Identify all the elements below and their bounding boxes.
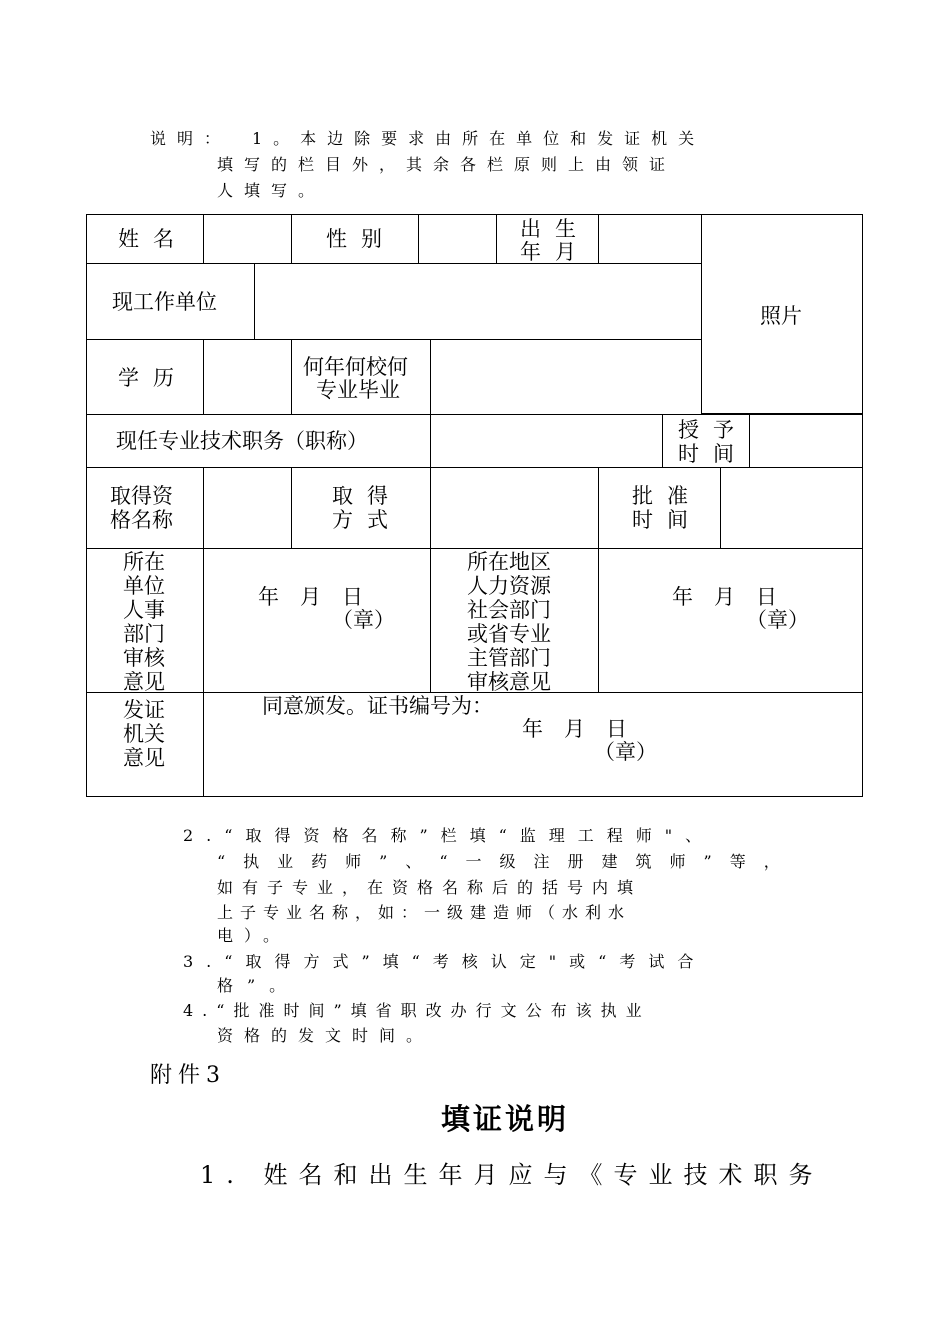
unit-review-line-5: 审核 [123, 646, 165, 670]
intro-label: 说明： [150, 129, 232, 148]
approve-value-cell[interactable] [720, 467, 863, 549]
graduation-label-top: 何年何校何 [303, 355, 408, 379]
unit-review-line-6: 意见 [123, 670, 165, 694]
note-2-line-5: 电）。 [217, 926, 291, 945]
method-value-cell[interactable] [430, 467, 599, 549]
workplace-label: 现工作单位 [112, 290, 217, 314]
issuer-date: 年 月 日 [522, 717, 627, 741]
education-value-cell[interactable] [203, 339, 292, 415]
workplace-value-cell[interactable] [254, 263, 702, 340]
intro-line-3: 人填写。 [217, 181, 326, 200]
gender-value-cell[interactable] [418, 214, 497, 264]
grant-time-label-top: 授予 [678, 418, 748, 442]
approve-label-top: 批准 [632, 484, 702, 508]
region-review-value-cell[interactable] [598, 548, 863, 693]
unit-review-date: 年 月 日 [258, 585, 363, 609]
unit-review-line-2: 单位 [123, 574, 165, 598]
note-2-line-4: 上子专业名称，如：一级建造师（水利水 [217, 903, 632, 922]
region-review-line-2: 人力资源 [467, 574, 551, 598]
birth-label-top: 出生 [520, 217, 590, 241]
region-review-date: 年 月 日 [672, 585, 777, 609]
photo-label: 照片 [760, 304, 802, 328]
note-4-line-2: 资格的发文时间。 [217, 1026, 434, 1045]
birth-value-cell[interactable] [598, 214, 702, 264]
name-value-cell[interactable] [203, 214, 292, 264]
grant-time-value-cell[interactable] [749, 414, 863, 468]
education-label: 学历 [118, 366, 188, 390]
method-label-bottom: 方式 [332, 508, 402, 532]
title-value-cell[interactable] [430, 414, 663, 468]
attachment-label: 附件3 [150, 1063, 226, 1088]
name-label: 姓名 [118, 227, 188, 251]
region-review-line-6: 审核意见 [467, 670, 551, 694]
unit-review-line-1: 所在 [123, 550, 165, 574]
intro-line-1: 1。本边除要求由所在单位和发证机关 [252, 129, 706, 148]
issuer-seal: （章） [594, 740, 657, 764]
note-2-line-1: 2.“取得资格名称”栏填“监理工程师"、 [183, 826, 715, 845]
gender-label: 性别 [326, 227, 396, 251]
method-label-top: 取得 [332, 484, 402, 508]
note-3-line-1: 3.“取得方式”填“考核认定"或“考试合 [183, 952, 707, 971]
unit-review-value-cell[interactable] [203, 548, 431, 693]
region-review-seal: （章） [746, 608, 809, 632]
note-2-line-3: 如有子专业，在资格名称后的括号内填 [217, 878, 643, 897]
grant-time-label-bottom: 时间 [678, 442, 748, 466]
note-3-line-2: 格”。 [217, 976, 300, 995]
birth-label-bottom: 年月 [520, 240, 590, 264]
graduation-value-cell[interactable] [430, 339, 702, 415]
note-4-line-1: 4.“批准时间”填省职改办行文公布该执业 [183, 1001, 651, 1020]
region-review-line-1: 所在地区 [467, 550, 551, 574]
issuer-text: 同意颁发。证书编号为： [262, 694, 493, 718]
first-paragraph: 1. 姓名和出生年月应与《专业技术职务 [200, 1161, 824, 1189]
region-review-line-5: 主管部门 [467, 646, 551, 670]
title-label: 现任专业技术职务（职称） [116, 429, 368, 453]
unit-review-line-3: 人事 [123, 598, 165, 622]
unit-review-seal: （章） [332, 608, 395, 632]
note-2-line-2: “执业药师”、“一级注册建筑师”等， [217, 852, 798, 871]
qual-name-value-cell[interactable] [203, 467, 292, 549]
approve-label-bottom: 时间 [632, 508, 702, 532]
qual-name-label-bottom: 格名称 [110, 508, 173, 532]
section-title: 填证说明 [441, 1102, 570, 1136]
issuer-label-line-3: 意见 [123, 746, 165, 770]
region-review-line-3: 社会部门 [467, 598, 551, 622]
issuer-label-line-2: 机关 [123, 722, 165, 746]
certificate-form [86, 214, 863, 797]
graduation-label-bottom: 专业毕业 [316, 378, 400, 402]
intro-line-2: 填写的栏目外，其余各栏原则上由领证 [217, 155, 677, 174]
unit-review-line-4: 部门 [123, 622, 165, 646]
qual-name-label-top: 取得资 [110, 484, 173, 508]
issuer-label-line-1: 发证 [123, 698, 165, 722]
region-review-line-4: 或省专业 [467, 622, 551, 646]
